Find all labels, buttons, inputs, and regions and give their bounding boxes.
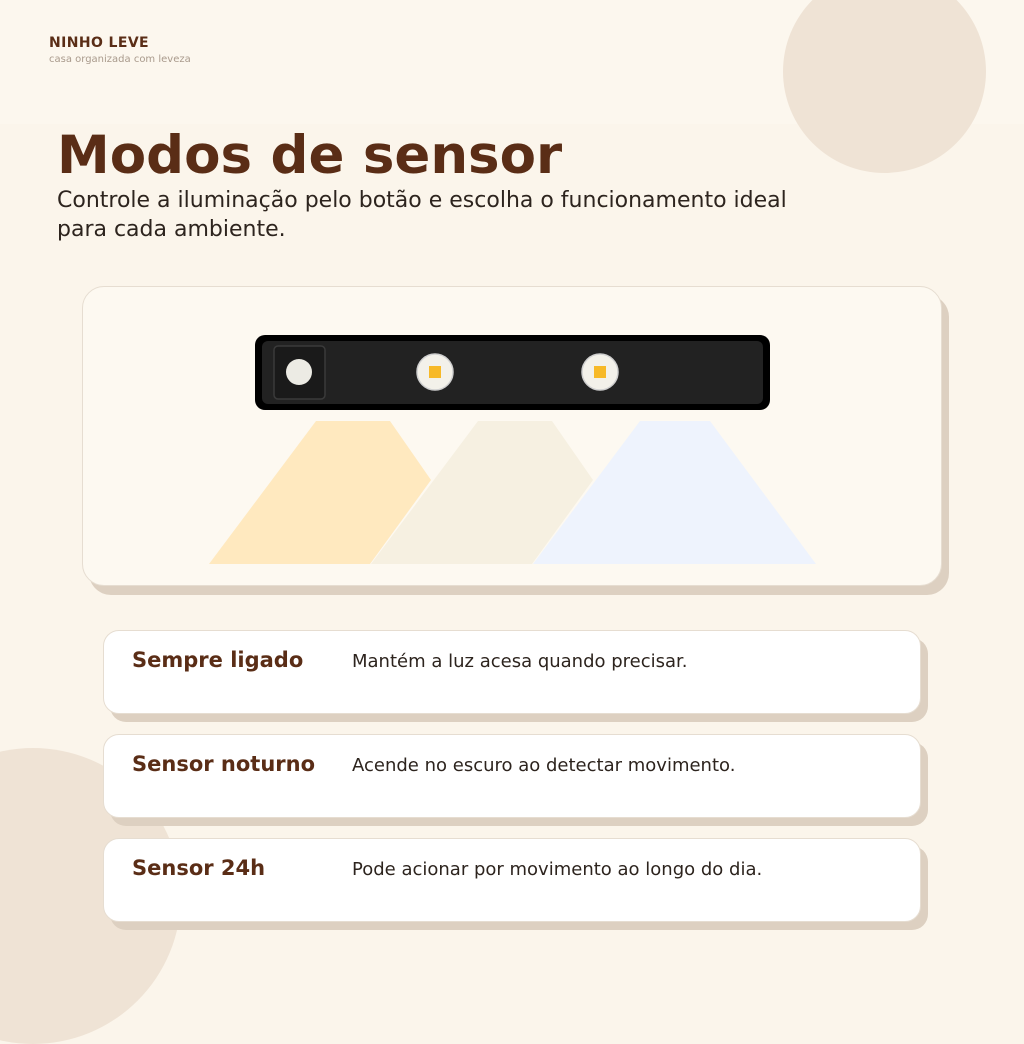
led-icon	[582, 354, 618, 390]
brand-tagline: casa organizada com leveza	[49, 54, 191, 65]
mode-description: Acende no escuro ao detectar movimento.	[352, 755, 736, 776]
brand-name: NINHO LEVE	[49, 35, 150, 51]
led-icon	[417, 354, 453, 390]
page-title: Modos de sensor	[57, 125, 563, 186]
button-icon[interactable]	[274, 346, 325, 399]
illustration-card	[82, 286, 942, 586]
mode-name: Sensor 24h	[132, 856, 266, 880]
mode-name: Sempre ligado	[132, 648, 304, 672]
light-bar-body	[262, 341, 763, 404]
mode-description: Mantém a luz acesa quando precisar.	[352, 651, 688, 672]
page-subtitle: Controle a iluminação pelo botão e escolha o funcionamento ideal para cada ambiente.	[57, 188, 787, 242]
mode-name: Sensor noturno	[132, 752, 316, 776]
mode-description: Pode acionar por movimento ao longo do dia.	[352, 859, 763, 880]
mode-card-sensor-noturno	[103, 734, 921, 818]
mode-card-sensor-24h	[103, 838, 921, 922]
light-bar-illustration	[83, 287, 941, 585]
decorative-circle-top	[783, 0, 986, 173]
mode-card-sempre-ligado	[103, 630, 921, 714]
